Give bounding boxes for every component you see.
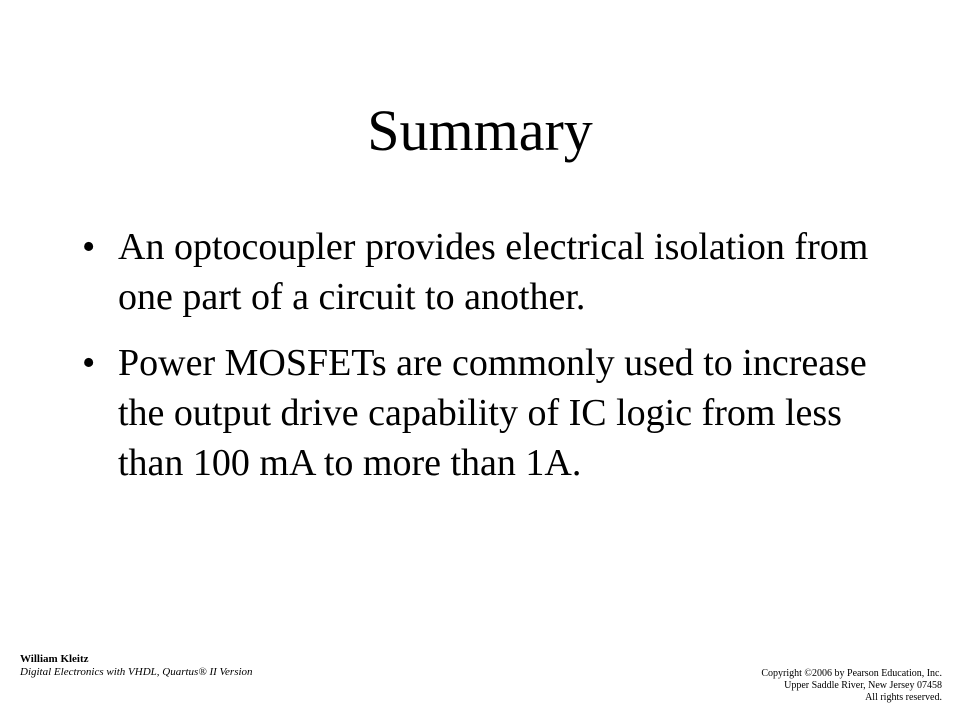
footer-copyright: [642, 668, 942, 704]
copyright-line: Copyright ©2006 by Pearson Education, Inc.: [761, 668, 942, 679]
bullet-item: [80, 222, 880, 322]
bullet-text: An optocoupler provides electrical isolation from one part of a circuit to another.: [118, 226, 869, 318]
copyright-rights: All rights reserved.: [865, 692, 942, 703]
copyright-address: Upper Saddle River, New Jersey 07458: [784, 680, 942, 691]
bullet-item: [80, 338, 880, 488]
bullet-icon: •: [82, 342, 96, 384]
footer-book-info: [20, 653, 260, 679]
slide-title: Summary: [367, 98, 593, 163]
bullet-list: [80, 222, 880, 488]
footer-book-title: Digital Electronics with VHDL, Quartus® II Version: [20, 666, 253, 678]
bullet-icon: •: [82, 226, 96, 268]
bullet-text: Power MOSFETs are commonly used to increase the output drive capability of IC logic from less than 100 mA to more than 1A.: [118, 342, 867, 484]
footer-author: William Kleitz: [20, 653, 89, 665]
